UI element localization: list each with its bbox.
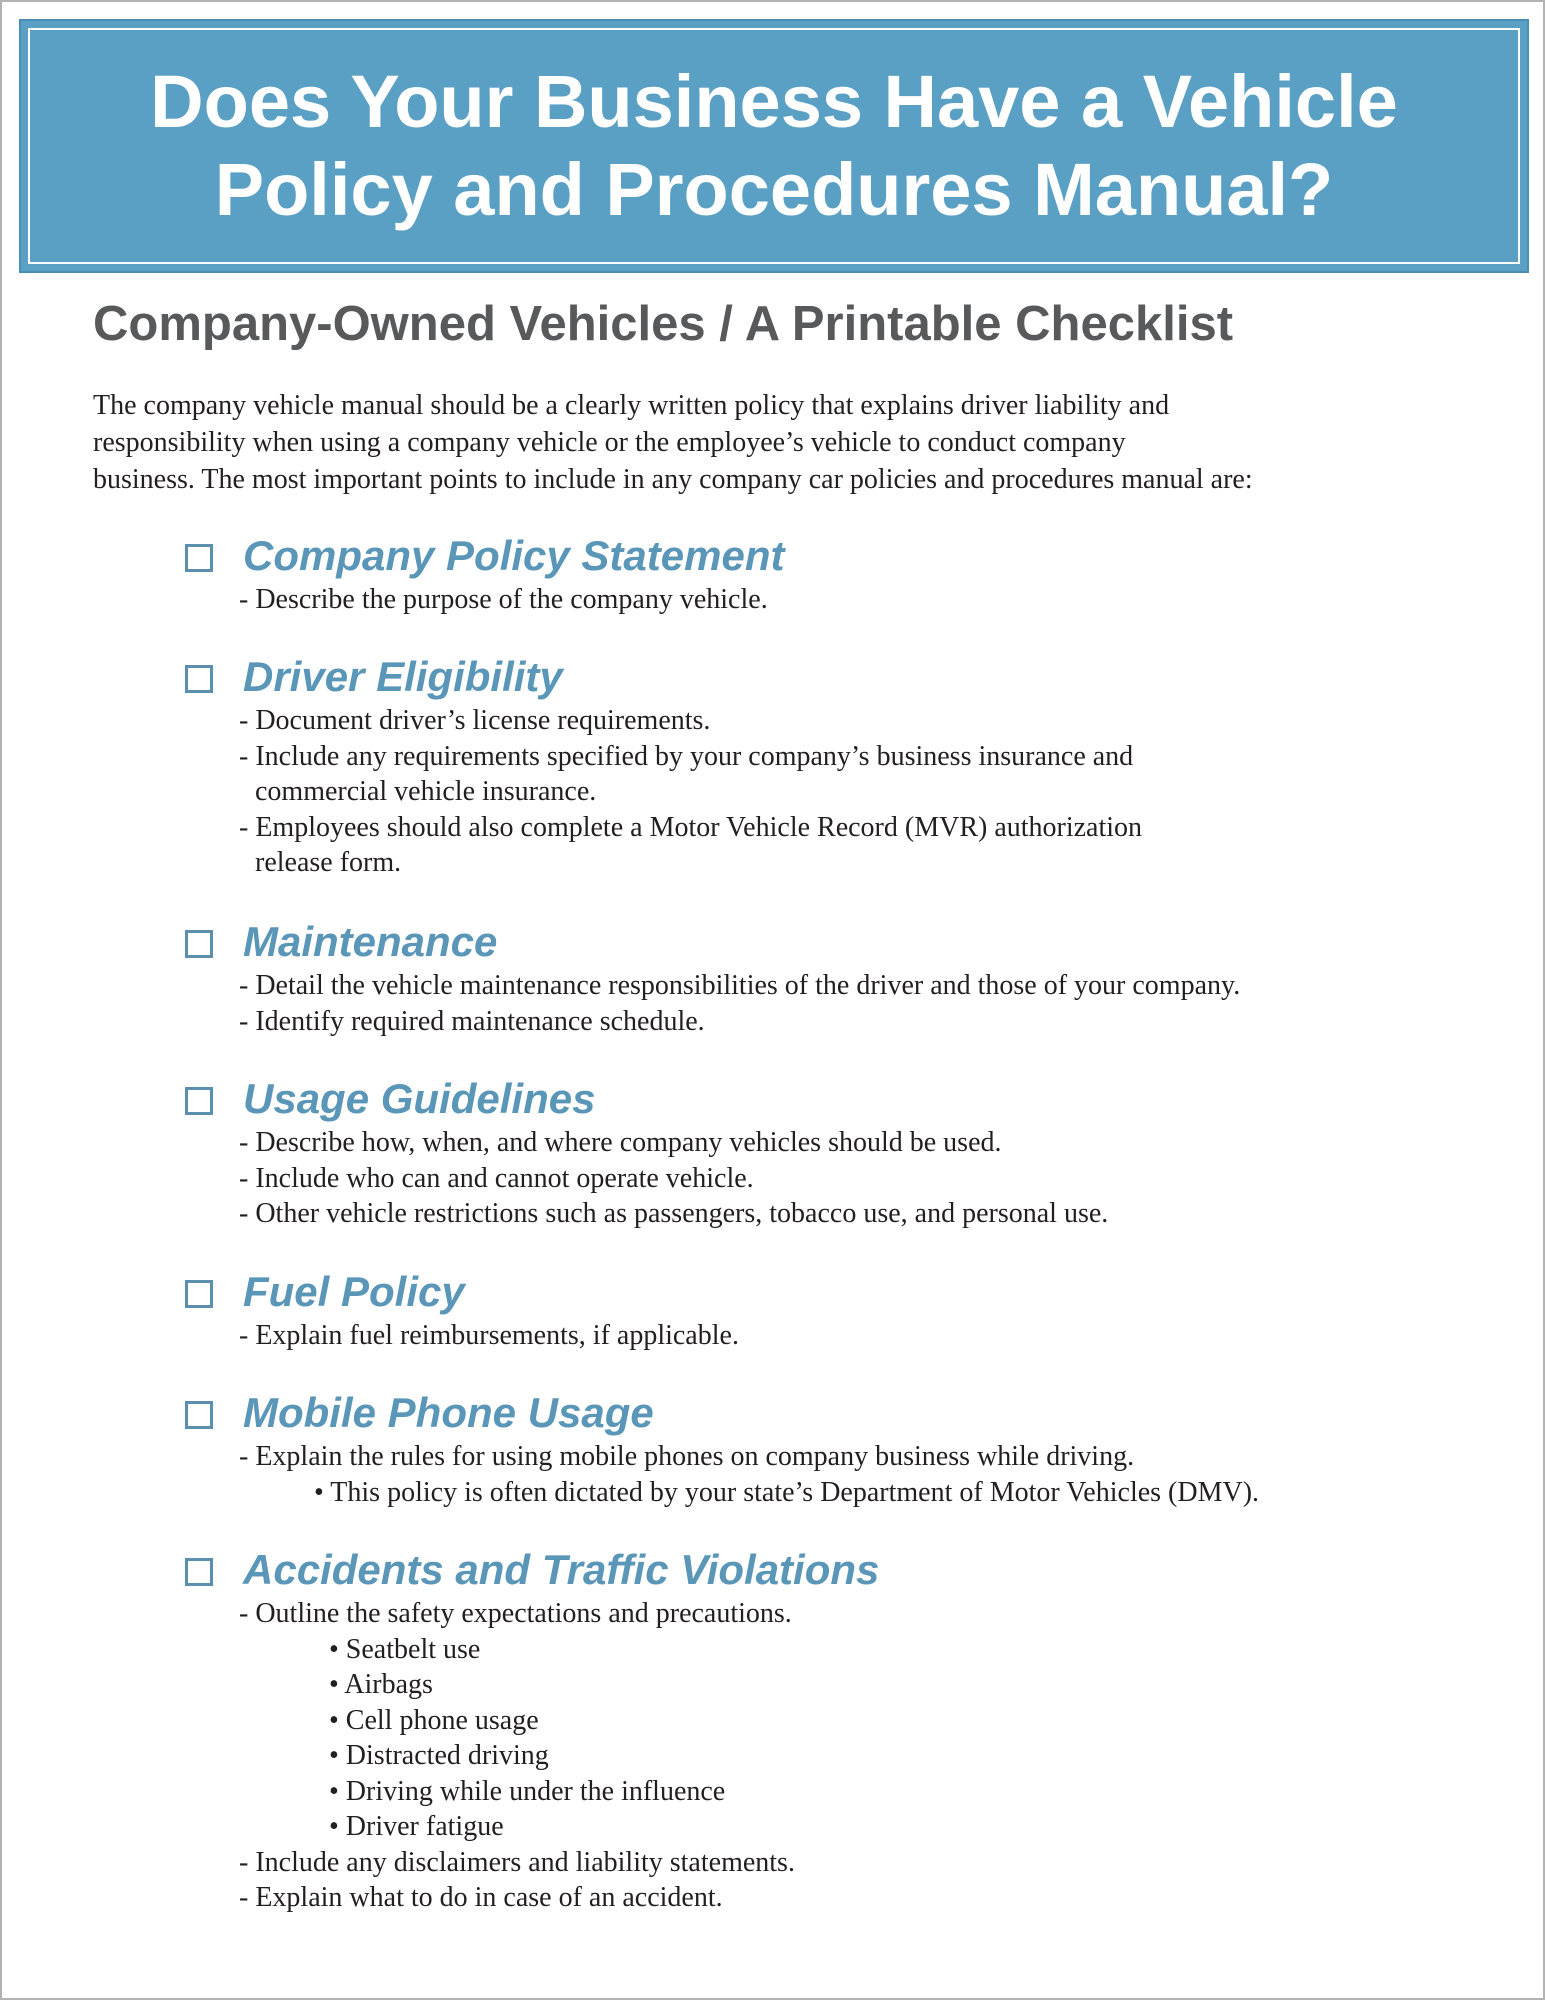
checklist-item-line: - Describe how, when, and where company vehicles should be used.	[239, 1127, 1002, 1158]
checklist-item-title: Mobile Phone Usage	[243, 1389, 654, 1436]
checklist-item-title: Usage Guidelines	[243, 1075, 596, 1122]
checklist-item-line: - Include any disclaimers and liability statements.	[239, 1846, 795, 1878]
checklist-item-line: - Include any requirements specified by your company’s business insurance and	[239, 740, 1134, 772]
checklist-item-title: Accidents and Traffic Violations	[243, 1546, 880, 1593]
checklist-item-line: - Employees should also complete a Motor Vehicle Record (MVR) authorization	[239, 811, 1143, 843]
checklist-item-line: - Explain what to do in case of an accident.	[239, 1882, 723, 1913]
empty-checkbox-icon[interactable]	[185, 1280, 213, 1308]
checklist-item-title: Driver Eligibility	[243, 653, 563, 700]
banner-title-line-1: Does Your Business Have a Vehicle	[150, 60, 1398, 143]
checklist-item-title: Maintenance	[243, 918, 498, 965]
checklist-item-line: - Describe the purpose of the company vehicle.	[239, 584, 768, 615]
checklist-item-line: - Include who can and cannot operate vehicle.	[239, 1162, 754, 1194]
checklist-item-title: Company Policy Statement	[243, 532, 785, 579]
title-banner-frame	[28, 28, 1520, 264]
checklist-item-line: - Identify required maintenance schedule.	[239, 1005, 705, 1037]
empty-checkbox-icon[interactable]	[185, 1401, 213, 1429]
title-banner	[19, 19, 1529, 273]
checklist-item-bullet: • Driver fatigue	[329, 1811, 504, 1842]
checklist-item-bullet: • Cell phone usage	[329, 1704, 539, 1736]
page-subtitle: Company-Owned Vehicles / A Printable Checklist	[93, 297, 1234, 351]
checklist-item-bullet: • Distracted driving	[329, 1740, 549, 1771]
empty-checkbox-icon[interactable]	[185, 1558, 213, 1586]
checklist-item-bullet: • Driving while under the influence	[329, 1775, 726, 1807]
intro-line: business. The most important points to include in any company car policies and procedures manual are:	[93, 464, 1253, 495]
checklist-item-title: Fuel Policy	[243, 1268, 465, 1315]
banner-title-line-2: Policy and Procedures Manual?	[214, 148, 1334, 231]
checklist-item-bullet: • Airbags	[329, 1669, 433, 1700]
checklist-item-bullet: • Seatbelt use	[329, 1633, 481, 1665]
checklist-item-line: commercial vehicle insurance.	[255, 776, 597, 807]
checklist-item-line: - Explain fuel reimbursements, if applicable.	[239, 1320, 739, 1351]
empty-checkbox-icon[interactable]	[185, 544, 213, 572]
checklist-item-line: - Other vehicle restrictions such as passengers, tobacco use, and personal use.	[239, 1198, 1109, 1229]
intro-line: The company vehicle manual should be a clearly written policy that explains driver liability and	[93, 390, 1170, 421]
checklist-item-line: - Detail the vehicle maintenance responsibilities of the driver and those of your company.	[239, 970, 1241, 1001]
intro-line: responsibility when using a company vehicle or the employee’s vehicle to conduct company	[93, 427, 1126, 458]
empty-checkbox-icon[interactable]	[185, 930, 213, 958]
empty-checkbox-icon[interactable]	[185, 665, 213, 693]
intro-paragraph	[93, 387, 1493, 498]
checklist-item-line: release form.	[255, 847, 402, 878]
checklist-item-bullet: • This policy is often dictated by your state’s Department of Motor Vehicles (DMV).	[314, 1476, 1260, 1508]
checklist-item-line: - Outline the safety expectations and precautions.	[239, 1598, 792, 1629]
checklist-item-line: - Document driver’s license requirements.	[239, 705, 711, 736]
empty-checkbox-icon[interactable]	[185, 1087, 213, 1115]
checklist-item-line: - Explain the rules for using mobile phones on company business while driving.	[239, 1441, 1135, 1472]
